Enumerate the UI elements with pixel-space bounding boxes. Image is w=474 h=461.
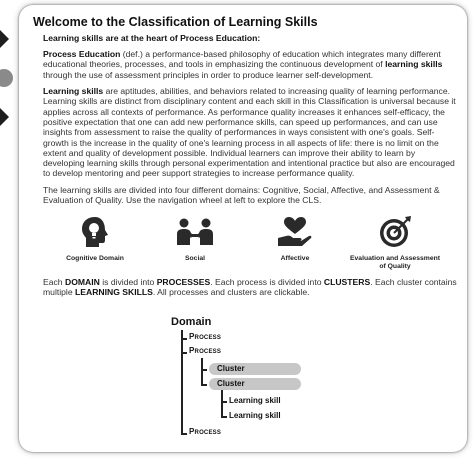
nav-arrow-icon[interactable] (0, 30, 9, 48)
head-lightbulb-icon (79, 215, 111, 249)
target-arrow-icon (378, 215, 412, 249)
tree-connector (221, 401, 227, 403)
tree-cluster[interactable]: Cluster (209, 363, 301, 375)
domain-list (47, 213, 443, 271)
tree-connector (221, 390, 223, 417)
page-title: Welcome to the Classification of Learning Skills (33, 15, 318, 29)
domain-social[interactable] (147, 213, 243, 271)
navigation-wheel[interactable] (0, 0, 20, 461)
domain-evaluation[interactable] (347, 213, 443, 271)
tree-connector (181, 338, 187, 340)
nav-arrow-icon[interactable] (0, 108, 9, 126)
tree-connector (201, 384, 207, 386)
process-education-definition: Process Education (def.) a performance-based philosophy of education which integrates many different educational theories, processes, and tools in emphasizing the continuous development of learning skills through the use of assessment principles in order to produce learner self-development. (43, 49, 443, 80)
hierarchy-diagram (169, 316, 349, 441)
tree-process[interactable]: Process (189, 346, 222, 355)
domain-label: Social (184, 255, 206, 263)
tree-process[interactable]: Process (189, 332, 222, 341)
domain-affective[interactable] (247, 213, 343, 271)
tree-connector (201, 358, 203, 385)
tree-connector (201, 369, 207, 371)
structure-explanation: Each DOMAIN is divided into PROCESSES. Each process is divided into CLUSTERS. Each cluster contains multiple LEARNING SKILLS. All processes and clusters are clickable. (43, 277, 457, 298)
tree-cluster[interactable]: Cluster (209, 378, 301, 390)
heart-in-hand-icon (277, 216, 313, 248)
welcome-panel (19, 5, 467, 452)
people-connecting-icon (176, 217, 214, 247)
domain-label: Evaluation and Assessment of Quality (349, 255, 441, 271)
nav-wheel-segment-icon[interactable] (0, 69, 13, 87)
learning-skills-definition: Learning skills are aptitudes, abilities, and behaviors related to increasing quality of learning performance. Learning skills are distinct from disciplinary content and each skill in this Classification is universal because it applies across all contexts of performance. As performance quality increases it enhances self-efficacy, the positive expectation that one can add new performance skills, can speed up performances, and can use insights from assessment to raise the quality of performances in ways consistent with one's goals. Self-growth is the increase in the quality of one's learning process in all aspects of life: there is no limit on the extent and quality of development possible. Individual learners can improve their ability to learn by developing learning skills through personal experimentation and intentional practice but also are encouraged to develop mentoring and peer support strategies to increase performance quality. (43, 85, 456, 179)
tree-process[interactable]: Process (189, 427, 222, 436)
domains-intro: The learning skills are divided into four different domains: Cognitive, Social, Affective, and Assessment & Evaluation of Quality. Use the navigation wheel at left to explore the CLS. (43, 184, 440, 206)
tree-connector (181, 352, 187, 354)
tree-connector (181, 433, 187, 435)
domain-label: Affective (280, 255, 310, 263)
tree-connector (181, 330, 183, 434)
tree-connector (221, 416, 227, 418)
tree-domain: Domain (171, 316, 212, 328)
subheading: Learning skills are at the heart of Process Education: (43, 33, 261, 43)
domain-cognitive[interactable] (47, 213, 143, 271)
tree-learning-skill: Learning skill (229, 411, 281, 420)
tree-learning-skill: Learning skill (229, 396, 281, 405)
domain-label: Cognitive Domain (66, 255, 124, 263)
